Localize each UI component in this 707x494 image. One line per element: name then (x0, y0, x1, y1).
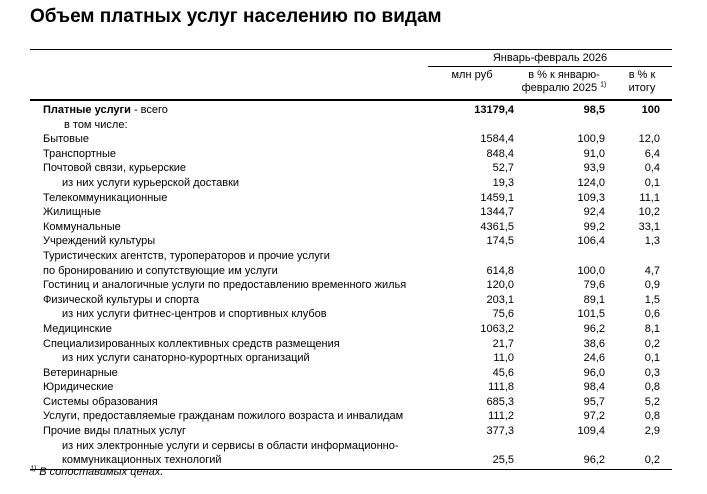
row-label (30, 234, 428, 249)
row-label (30, 322, 428, 337)
value-percent-total: 0,2 (612, 439, 672, 470)
value-mln-rub: 11,0 (493, 352, 514, 365)
row-label-text: Юридические (43, 381, 114, 394)
value-mln-rub: 111,2 (488, 410, 514, 423)
column-header-line: в % к январю- (528, 69, 600, 81)
row-label-text: Ветеринарные (43, 366, 118, 379)
value-mln-rub: 13179,4 (474, 104, 514, 116)
column-header-line: итогу (628, 82, 656, 94)
period-header: Январь-февраль 2026 (428, 50, 672, 67)
footnote-marker: 1) (600, 81, 607, 89)
table-row (30, 132, 672, 147)
row-label-continuation: коммуникационных технологий (62, 454, 222, 467)
value-mln-rub: 120,0 (486, 279, 514, 292)
table-row (30, 278, 672, 293)
table-row (30, 424, 672, 439)
value-percent-total: 0,1 (644, 352, 661, 365)
value-mln-rub: 1459,1 (480, 191, 514, 204)
header-row-period (30, 50, 672, 67)
header-row-columns (30, 67, 672, 101)
column-header-percent-prev-year (516, 67, 612, 101)
column-header-line: в % к (628, 69, 656, 81)
value-mln-rub: 4361,5 (480, 220, 514, 233)
value-mln-rub: 174,5 (486, 235, 514, 248)
value-mln-rub: 1063,2 (480, 322, 514, 335)
value-percent-prev: 95,7 (583, 395, 605, 408)
row-label-text: Услуги, предоставляемые гражданам пожилого возраста и инвалидам (43, 410, 404, 423)
table-row (30, 293, 672, 308)
value-percent-prev: 92,4 (583, 206, 605, 219)
value-percent-prev: 93,9 (583, 162, 605, 175)
value-percent-prev: 91,0 (583, 147, 605, 160)
row-label (30, 424, 428, 439)
table-body (30, 132, 672, 469)
row-label-text: Медицинские (43, 322, 112, 335)
row-label: Платные услуги - всего (43, 104, 168, 116)
value-percent-prev: 98,4 (583, 381, 605, 394)
row-label-continuation: по бронированию и сопутствующие им услуги (43, 264, 278, 277)
header-blank-cell (30, 67, 428, 101)
row-label (30, 337, 428, 352)
row-label (30, 307, 428, 322)
value-percent-total: 10,2 (638, 206, 661, 219)
value-percent-total: 6,4 (644, 147, 661, 160)
row-label (30, 409, 428, 424)
table-row (30, 351, 672, 366)
table-row (30, 220, 672, 235)
value-mln-rub: 45,6 (492, 366, 514, 379)
page-title: Объем платных услуг населению по видам (30, 6, 442, 27)
row-label-text: Телекоммуникационные (43, 191, 168, 204)
value-percent-total: 100 (641, 104, 661, 116)
row-label (30, 278, 428, 293)
value-percent-prev: 96,0 (583, 366, 605, 379)
table-row (30, 439, 672, 470)
row-label (30, 220, 428, 235)
table-row (30, 307, 672, 322)
value-mln-rub: 75,6 (492, 308, 514, 321)
row-label (30, 366, 428, 381)
value-percent-total: 0,9 (644, 279, 661, 292)
row-label (30, 380, 428, 395)
value-mln-rub: 685,3 (486, 395, 514, 408)
value-percent-prev: 89,1 (583, 293, 605, 306)
value-percent-total: 1,5 (644, 293, 661, 306)
column-header-line: февралю 2025 (521, 82, 598, 94)
value-percent-total: 5,2 (644, 395, 661, 408)
value-percent-prev: 109,4 (577, 425, 605, 438)
row-label-text: Учреждений культуры (43, 235, 156, 248)
header-blank-cell (30, 50, 428, 67)
value-mln-rub: 614,8 (486, 264, 514, 277)
row-label-text: Транспортные (43, 147, 116, 160)
table-row (30, 395, 672, 410)
value-percent-total: 0,3 (644, 366, 661, 379)
table-row (30, 409, 672, 424)
value-percent-total: 4,7 (644, 264, 661, 277)
value-percent-prev: 124,0 (577, 176, 605, 189)
value-percent-total: 0,4 (644, 162, 661, 175)
table-row (30, 147, 672, 162)
value-percent-prev: 101,5 (577, 308, 605, 321)
table-row-including (30, 118, 672, 133)
value-percent-total: 1,3 (644, 235, 661, 248)
value-percent-prev: 106,4 (577, 235, 605, 248)
value-percent-total: 2,9 (644, 425, 661, 438)
value-mln-rub: 25,5 (428, 439, 516, 470)
table-row (30, 161, 672, 176)
table-row (30, 234, 672, 249)
column-header-percent-total (612, 67, 672, 101)
row-label (30, 147, 428, 162)
including-label: в том числе: (64, 118, 128, 131)
row-label (30, 161, 428, 176)
table-row (30, 176, 672, 191)
value-mln-rub: 1344,7 (480, 206, 514, 219)
row-label-text: Туристических агентств, туроператоров и прочие услуги (43, 249, 330, 262)
value-mln-rub: 52,7 (492, 162, 514, 175)
value-percent-prev: 96,2 (516, 439, 612, 470)
value-percent-total: 12,0 (638, 133, 661, 146)
row-label (30, 249, 428, 278)
row-label-text: Жилищные (43, 206, 102, 219)
value-percent-prev: 99,2 (583, 220, 605, 233)
value-percent-total: 33,1 (638, 220, 661, 233)
row-label-text: Почтовой связи, курьерские (43, 162, 187, 175)
value-mln-rub: 19,3 (492, 176, 514, 189)
row-label-text: Системы образования (43, 395, 158, 408)
value-percent-prev: 79,6 (583, 279, 605, 292)
row-label (30, 205, 428, 220)
value-mln-rub: 848,4 (486, 147, 514, 160)
row-label-text: из них услуги фитнес-центров и спортивных клубов (62, 308, 327, 321)
row-label (30, 176, 428, 191)
row-label-text: Коммунальные (43, 220, 121, 233)
value-mln-rub: 203,1 (486, 293, 514, 306)
value-mln-rub: 1584,4 (480, 133, 514, 146)
value-mln-rub: 111,8 (488, 381, 514, 394)
value-mln-rub: 377,3 (486, 425, 514, 438)
row-label (30, 191, 428, 206)
table-row (30, 191, 672, 206)
column-header-mln-rub: млн руб (428, 67, 516, 101)
row-label (30, 351, 428, 366)
table-row (30, 366, 672, 381)
footnote-marker: 1) (30, 465, 37, 473)
value-percent-total: 0,8 (644, 410, 661, 423)
value-percent-total: 8,1 (644, 322, 661, 335)
value-percent-prev: 24,6 (583, 352, 605, 365)
row-label (30, 293, 428, 308)
value-percent-prev: 96,2 (583, 322, 605, 335)
value-percent-total: 0,6 (644, 308, 661, 321)
value-percent-total: 0,1 (644, 176, 661, 189)
row-label-text: из них услуги санаторно-курортных организаций (62, 352, 310, 365)
row-label-text: из них электронные услуги и сервисы в области информационно- (62, 439, 399, 452)
value-mln-rub: 21,7 (492, 337, 514, 350)
value-percent-total: 11,1 (639, 191, 661, 204)
value-percent-prev: 98,5 (583, 104, 605, 116)
value-percent-total: 0,2 (644, 337, 661, 350)
value-percent-prev: 100,0 (577, 264, 605, 277)
value-percent-prev: 109,3 (577, 191, 605, 204)
row-label (30, 132, 428, 147)
table-row (30, 205, 672, 220)
row-label (30, 395, 428, 410)
row-label-text: Бытовые (43, 133, 90, 146)
row-label-text: Физической культуры и спорта (43, 293, 200, 306)
row-label-text: Специализированных коллективных средств размещения (43, 337, 340, 350)
table-row-total (30, 100, 672, 118)
value-percent-prev: 100,9 (577, 133, 605, 146)
footnote: $^{1)}$ В сопоставимых ценах. (30, 465, 164, 478)
row-label-text: Гостиниц и аналогичные услуги по предоставлению временного жилья (43, 279, 407, 292)
table-row (30, 380, 672, 395)
value-percent-prev: 38,6 (583, 337, 605, 350)
value-percent-prev: 97,2 (583, 410, 605, 423)
table-row (30, 322, 672, 337)
value-percent-total: 0,8 (644, 381, 661, 394)
table-row (30, 337, 672, 352)
table-row (30, 249, 672, 278)
row-label-text: Прочие виды платных услуг (43, 425, 186, 438)
row-label-text: из них услуги курьерской доставки (62, 176, 240, 189)
